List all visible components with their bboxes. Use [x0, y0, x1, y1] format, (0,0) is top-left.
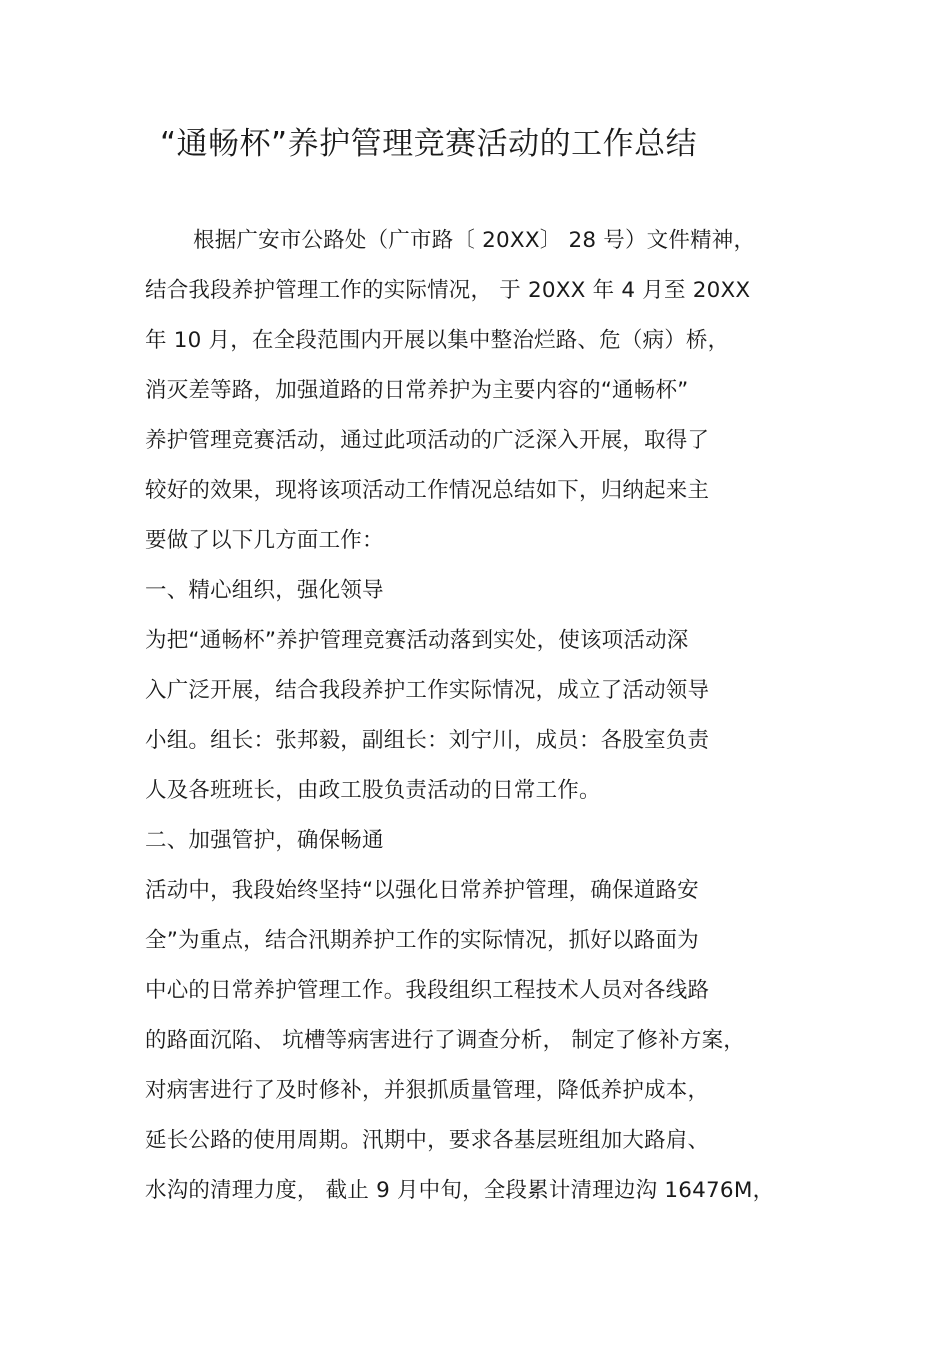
- paragraph-line-3: 年 10 月，在全段范围内开展以集中整治烂路、危（病）桥，: [145, 328, 730, 353]
- paragraph-line-1: 根据广安市公路处（广市路〔 20XX〕 28 号）文件精神，: [193, 228, 756, 253]
- paragraph-line-18: 水沟的清理力度， 截止 9 月中旬，全段累计清理边沟 16476M，: [145, 1178, 775, 1203]
- paragraph-line-8: 为把“通畅杯”养护管理竞赛活动落到实处，使该项活动深: [145, 628, 689, 653]
- paragraph-line-12: 活动中，我段始终坚持“以强化日常养护管理，确保道路安: [145, 878, 699, 903]
- paragraph-line-13: 全”为重点，结合汛期养护工作的实际情况，抓好以路面为: [145, 928, 699, 953]
- paragraph-line-7: 要做了以下几方面工作：: [145, 528, 384, 553]
- paragraph-line-10: 小组。组长：张邦毅，副组长：刘宁川，成员：各股室负责: [145, 728, 710, 753]
- document-title: “通畅杯”养护管理竞赛活动的工作总结: [160, 126, 698, 162]
- paragraph-line-6: 较好的效果，现将该项活动工作情况总结如下，归纳起来主: [145, 478, 710, 503]
- paragraph-line-16: 对病害进行了及时修补，并狠抓质量管理，降低养护成本，: [145, 1078, 710, 1103]
- paragraph-line-5: 养护管理竞赛活动，通过此项活动的广泛深入开展，取得了: [145, 428, 710, 453]
- paragraph-line-15: 的路面沉陷、 坑槽等病害进行了调查分析， 制定了修补方案，: [145, 1028, 745, 1053]
- paragraph-line-2: 结合我段养护管理工作的实际情况， 于 20XX 年 4 月至 20XX: [145, 278, 751, 303]
- paragraph-line-4: 消灭差等路，加强道路的日常养护为主要内容的“通畅杯”: [145, 378, 689, 403]
- paragraph-line-9: 入广泛开展，结合我段养护工作实际情况，成立了活动领导: [145, 678, 710, 703]
- paragraph-line-14: 中心的日常养护管理工作。我段组织工程技术人员对各线路: [145, 978, 710, 1003]
- paragraph-line-17: 延长公路的使用周期。汛期中，要求各基层班组加大路肩、: [145, 1128, 710, 1153]
- section-heading-1: 一、精心组织，强化领导: [145, 578, 384, 603]
- section-heading-2: 二、加强管护，确保畅通: [145, 828, 384, 853]
- paragraph-line-11: 人及各班班长，由政工股负责活动的日常工作。: [145, 778, 601, 803]
